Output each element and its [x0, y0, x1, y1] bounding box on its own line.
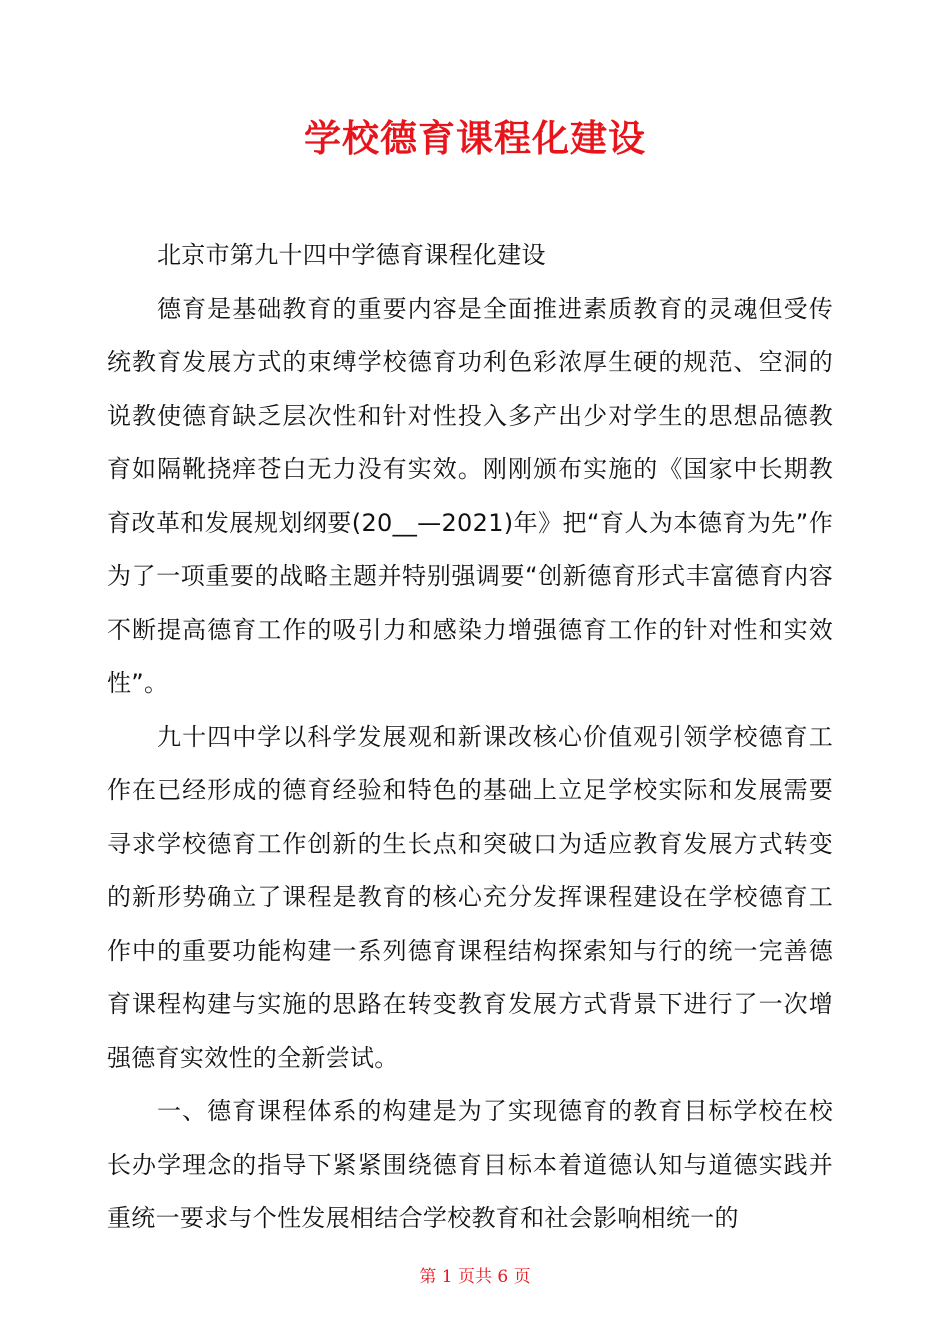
body-paragraph: 一、德育课程体系的构建是为了实现德育的教育目标学校在校长办学理念的指导下紧紧围绕德育目标本着道德认知与道德实践并重统一要求与个性发展相结合学校教育和社会影响相统一的: [107, 1097, 833, 1232]
body-paragraph: 九十四中学以科学发展观和新课改核心价值观引领学校德育工作在已经形成的德育经验和特色的基础上立足学校实际和发展需要寻求学校德育工作创新的生长点和突破口为适应教育发展方式转变的新形势确立了课程是教育的核心充分发挥课程建设在学校德育工作中的重要功能构建一系列德育课程结构探索知与行的统一完善德育课程构建与实施的思路在转变教育发展方式背景下进行了一次增强德育实效性的全新尝试。: [107, 722, 833, 1072]
document-body: [107, 229, 833, 1246]
subtitle-paragraph: 北京市第九十四中学德育课程化建设: [157, 241, 546, 269]
page-number-footer: 第 1 页共 6 页: [419, 1267, 531, 1287]
body-paragraph: 德育是基础教育的重要内容是全面推进素质教育的灵魂但受传统教育发展方式的束缚学校德育功利色彩浓厚生硬的规范、空洞的说教使德育缺乏层次性和针对性投入多产出少对学生的思想品德教育如隔靴挠痒苍白无力没有实效。刚刚颁布实施的《国家中长期教育改革和发展规划纲要(20__—2021)年》把“育人为本德育为先”作为了一项重要的战略主题并特别强调要“创新德育形式丰富德育内容不断提高德育工作的吸引力和感染力增强德育工作的针对性和实效性”。: [107, 294, 833, 697]
page-title: 学校德育课程化建设: [304, 117, 646, 160]
